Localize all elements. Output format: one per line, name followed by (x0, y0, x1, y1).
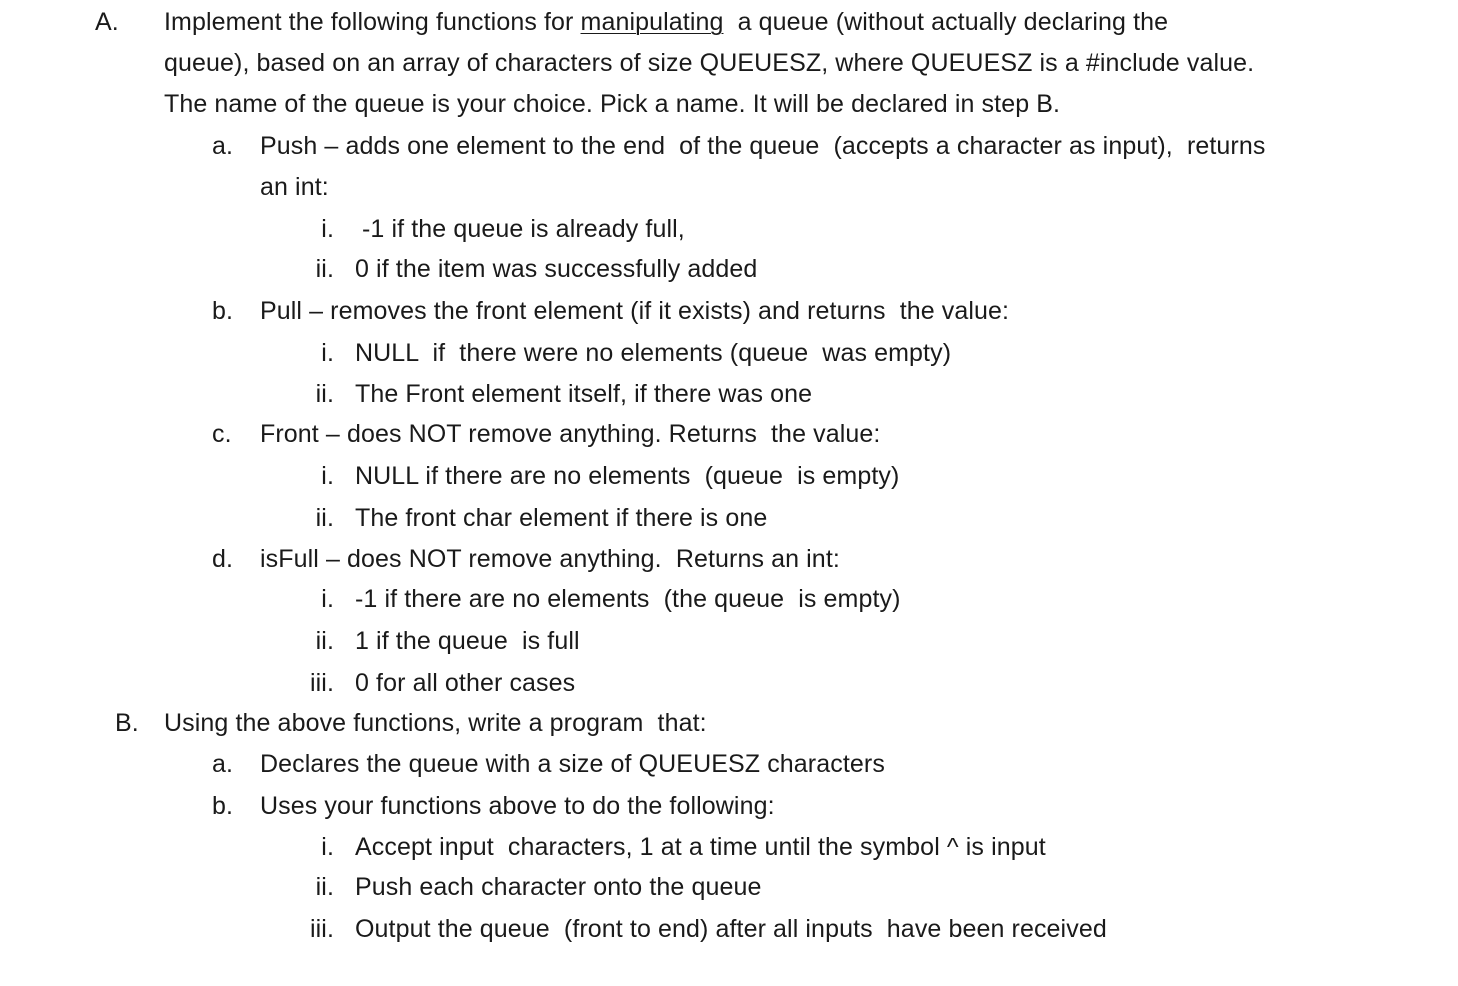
subitem-marker: ii. (315, 504, 334, 532)
section-a-line1-post: a queue (without actually declaring the (723, 8, 1169, 36)
subitem-text: -1 if the queue is already full, (362, 215, 685, 243)
item-marker: c. (212, 420, 232, 448)
item-marker: a. (212, 750, 234, 778)
subitem-text: 1 if the queue is full (355, 627, 580, 655)
subitem-marker: iii. (309, 915, 334, 943)
subitem-text: 0 if the item was successfully added (355, 255, 758, 283)
item-text: isFull – does NOT remove anything. Returns an int: (260, 545, 840, 573)
subitem-marker: ii. (315, 873, 334, 901)
subitem-marker: i. (321, 833, 334, 861)
subitem-marker: iii. (309, 669, 334, 697)
subitem-marker: i. (321, 339, 334, 367)
subitem-text: NULL if there were no elements (queue was empty) (355, 339, 952, 367)
item-marker: b. (212, 792, 234, 820)
subitem-marker: ii. (315, 255, 334, 283)
subitem-text: The front char element if there is one (355, 504, 768, 532)
section-a-heading (164, 5, 1168, 39)
subitem-text: Push each character onto the queue (355, 873, 762, 901)
section-a-marker: A. (95, 8, 119, 36)
section-a-underlined-word: manipulating (580, 8, 724, 36)
subitem-text: NULL if there are no elements (queue is empty) (355, 462, 900, 490)
subitem-marker: i. (321, 215, 334, 243)
item-text: Push – adds one element to the end of the queue (accepts a character as input), returns (260, 132, 1266, 160)
item-marker: b. (212, 297, 234, 325)
subitem-text: Accept input characters, 1 at a time until the symbol ^ is input (355, 833, 1046, 861)
item-text: Uses your functions above to do the following: (260, 792, 775, 820)
item-text: Front – does NOT remove anything. Returns the value: (260, 420, 881, 448)
section-b-marker: B. (115, 709, 139, 737)
subitem-marker: ii. (315, 627, 334, 655)
item-marker: d. (212, 545, 234, 573)
section-a-line1-pre: Implement the following functions for (164, 8, 581, 36)
subitem-marker: i. (321, 462, 334, 490)
subitem-text: 0 for all other cases (355, 669, 576, 697)
item-text: Pull – removes the front element (if it exists) and returns the value: (260, 297, 1010, 325)
subitem-marker: ii. (315, 380, 334, 408)
subitem-text: The Front element itself, if there was one (355, 380, 813, 408)
subitem-text: -1 if there are no elements (the queue is empty) (355, 585, 901, 613)
section-a-line3-text: The name of the queue is your choice. Pick a name. It will be declared in step B. (164, 90, 1061, 118)
section-b-heading: Using the above functions, write a program that: (164, 709, 707, 737)
subitem-text: Output the queue (front to end) after all inputs have been received (355, 915, 1107, 943)
item-marker: a. (212, 132, 234, 160)
item-text: Declares the queue with a size of QUEUESZ characters (260, 750, 885, 778)
item-text-continued: an int: (260, 173, 329, 201)
section-a-line2-text: queue), based on an array of characters of size QUEUESZ, where QUEUESZ is a #include value. (164, 49, 1255, 77)
subitem-marker: i. (321, 585, 334, 613)
